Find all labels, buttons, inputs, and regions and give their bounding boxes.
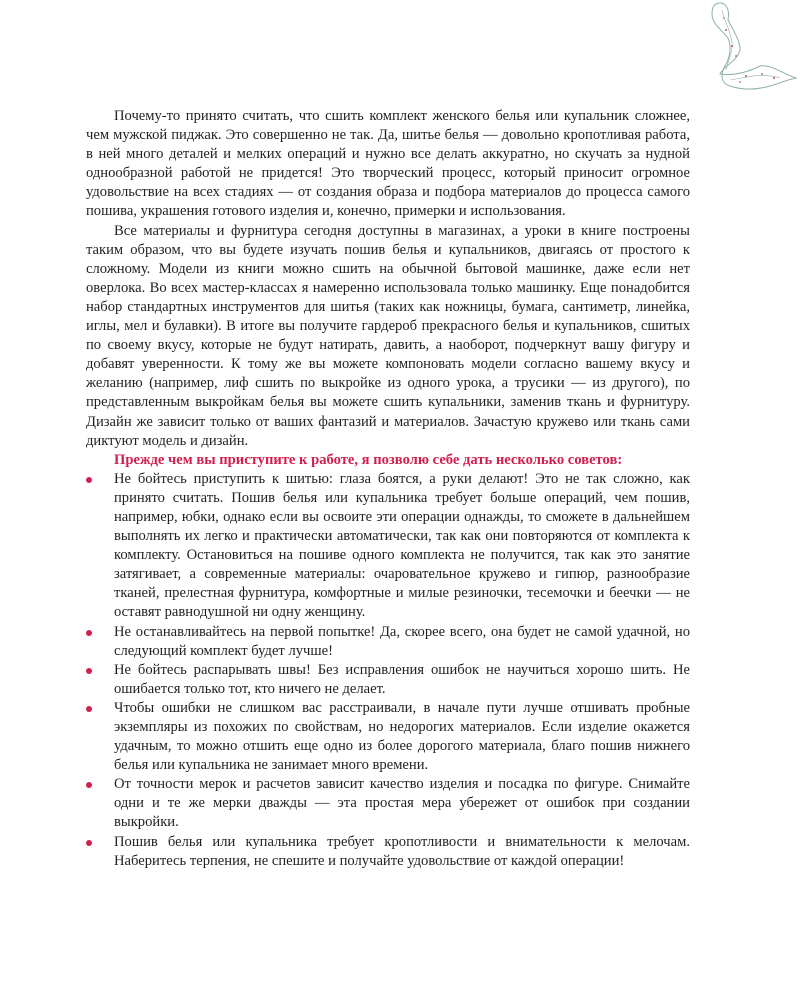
- tip-item: [86, 661, 690, 699]
- tips-intro: Прежде чем вы приступите к работе, я позволю себе дать несколько советов:: [114, 451, 623, 468]
- tip-text: Пошив белья или купальника требует кропотливости и внимательности к мелочам. Наберитесь терпения, не спешите и получайте удовольствие от каждой операции!: [114, 833, 690, 869]
- tip-item: [86, 470, 690, 623]
- tip-text: От точности мерок и расчетов зависит качество изделия и посадка по фигуре. Снимайте одни и те же мерки дважды — эта простая мера убережет от ошибок при создании выкройки.: [114, 776, 690, 831]
- tip-text: Не бойтесь распарывать швы! Без исправления ошибок не научиться хорошо шить. Не ошибается только тот, кто ничего не делает.: [114, 661, 690, 697]
- tip-text: Чтобы ошибки не слишком вас расстраивали, в начале пути лучше отшивать пробные экземпляры из похожих по свойствам, но недорогих материалов. Если изделие окажется удачным, то можно отшить еще одно из более дорогого материала, благо пошив нижнего белья или купальника не занимает много времени.: [114, 699, 690, 774]
- tip-item: [86, 775, 690, 832]
- bullet-icon: [86, 706, 92, 712]
- page-text: [86, 107, 690, 871]
- paragraph: Все материалы и фурнитура сегодня доступны в магазинах, а уроки в книге построены таким образом, что вы будете изучать пошив белья и купальников, двигаясь от простого к сложному. Модели из книги можно сшить на обычной бытовой машинке, даже если нет оверлока. Во всех мастер-классах я намеренно использовала только машинку. Еще понадобится набор стандартных инструментов для шитья (таких как ножницы, бумага, сантиметр, линейка, иглы, мел и булавки). В итоге вы получите гардероб прекрасного белья и купальников, сшитых по своему вкусу, которые не будут натирать, давить, а наоборот, подчеркнут вашу фигуру и добавят уверенности. К тому же вы можете компоновать модели согласно вашему вкусу и желанию (например, лиф сшить по выкройке из одного урока, а трусики — из другого), по представленным выкройкам белья вы можете сшить купальники, заменив ткань и фурнитуру. Дизайн же зависит только от ваших фантазий и материалов. Зачастую кружево или ткань сами диктуют модель и дизайн.: [86, 222, 690, 449]
- bullet-icon: [86, 668, 92, 674]
- tip-item: [86, 699, 690, 775]
- bullet-icon: [86, 782, 92, 788]
- bullet-icon: [86, 630, 92, 636]
- tip-text: Не останавливайтесь на первой попытке! Да, скорее всего, она будет не самой удачной, но следующий комплект будет лучше!: [114, 623, 690, 659]
- bullet-icon: [86, 840, 92, 846]
- corner-lace-ornament-icon: [700, 0, 800, 100]
- tip-item: [86, 623, 690, 661]
- tip-text: Не бойтесь приступить к шитью: глаза боятся, а руки делают! Это не так сложно, как принято считать. Пошив белья или купальника требует больше операций, чем пошив, например, юбки, однако если вы освоите эти операции однажды, то сможете в дальнейшем выполнять их легко и практически автоматически, так как они повторяются от комплекта к комплекту. Остановиться на пошиве одного комплекта не получится, так как это занятие затягивает, а современные материалы: очаровательное кружево и гипюр, разнообразие тканей, прелестная фурнитура, комфортные и милые резиночки, тесемочки и беечки — не оставят равнодушной ни одну женщину.: [114, 470, 690, 621]
- paragraph: Почему-то принято считать, что сшить комплект женского белья или купальник сложнее, чем мужской пиджак. Это совершенно не так. Да, шитье белья — довольно кропотливая работа, в ней много деталей и мелких операций и нужно все делать аккуратно, но скучать за нудной однообразной работой не придется! Это творческий процесс, который приносит огромное удовольствие на всех стадиях — от создания образа и подбора материалов до процесса самого пошива, украшения готового изделия и, конечно, примерки и использования.: [86, 108, 690, 220]
- tip-item: [86, 833, 690, 871]
- bullet-icon: [86, 477, 92, 483]
- tips-list: [86, 470, 690, 871]
